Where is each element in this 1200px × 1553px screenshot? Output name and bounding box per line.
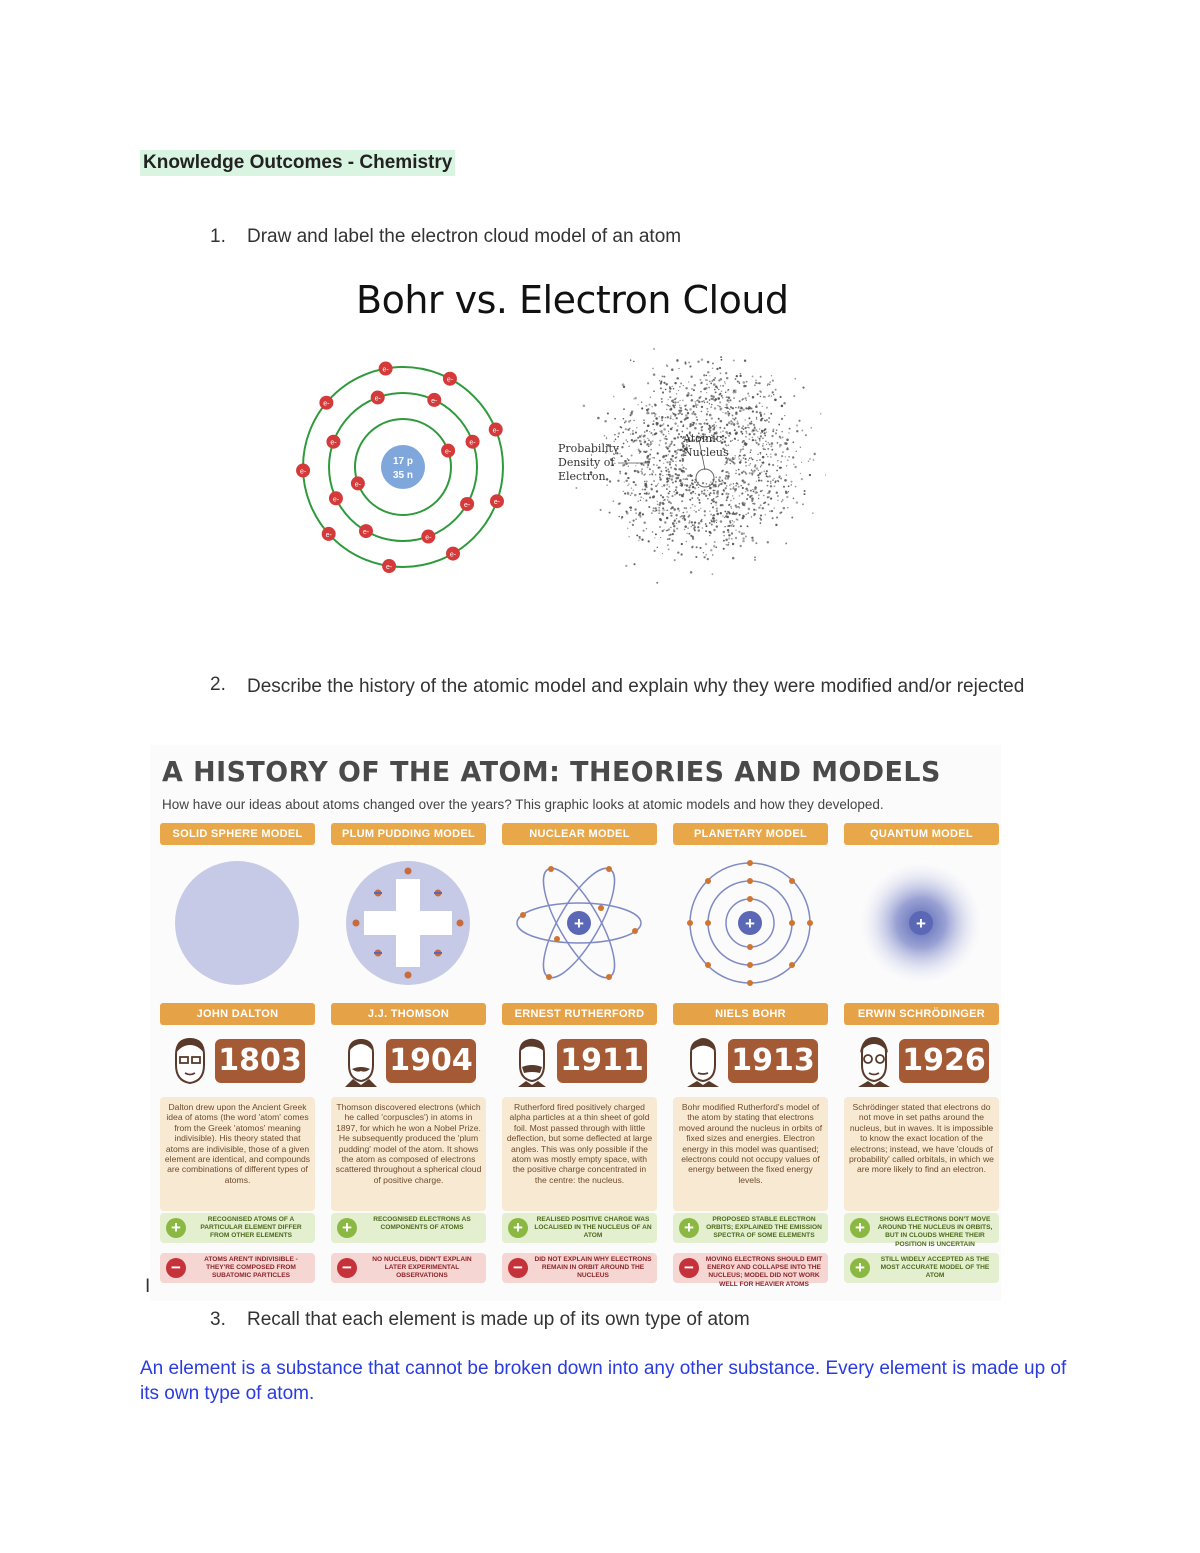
answer-text: An element is a substance that cannot be broken down into any other substance. Every element is made up of its own type of atom.	[140, 1358, 1067, 1404]
text-cursor-mark: I	[145, 1276, 151, 1297]
svg-text:e-: e-	[425, 534, 432, 542]
outcome-text: Recall that each element is made up of its own type of atom	[247, 1309, 750, 1330]
scientist-name-pill: J.J. THOMSON	[331, 1003, 486, 1025]
svg-text:e-: e-	[330, 439, 337, 447]
con-box	[331, 1253, 486, 1283]
history-of-atom-infographic	[150, 745, 1001, 1301]
pro-text: PROPOSED STABLE ELECTRON ORBITS; EXPLAINED THE EMISSION SPECTRA OF SOME ELEMENTS	[706, 1216, 822, 1240]
svg-text:e-: e-	[354, 481, 362, 489]
svg-text:35 n: 35 n	[392, 470, 414, 481]
svg-text:+: +	[745, 914, 755, 933]
year-badge: 1803	[215, 1039, 305, 1083]
outcome-text: Draw and label the electron cloud model of an atom	[247, 226, 682, 247]
model-description: Rutherford fired positively charged alpha particles at a thin sheet of gold foil. Most passed through with little deflection, but some deflected at large angles. This was only possible if the atom was mostly empty space, with the positive charge concentrated in the centre: the nucleus.	[502, 1097, 657, 1211]
pro-box-2	[844, 1253, 999, 1283]
year-badge: 1913	[728, 1039, 818, 1083]
svg-text:e-: e-	[323, 400, 330, 408]
plus-icon: +	[508, 1218, 528, 1238]
svg-text:e-: e-	[463, 502, 471, 509]
svg-text:e-: e-	[385, 564, 393, 572]
plum-pudding-model-icon	[338, 853, 478, 993]
minus-icon: −	[508, 1258, 528, 1278]
svg-text:e-: e-	[299, 468, 307, 476]
model-name-pill: QUANTUM MODEL	[844, 823, 999, 845]
svg-text:e-: e-	[493, 499, 501, 507]
svg-text:e-: e-	[325, 531, 332, 539]
pro-text: REALISED POSITIVE CHARGE WAS LOCALISED IN THE NUCLEUS OF AN ATOM	[534, 1216, 652, 1240]
plus-icon: +	[337, 1218, 357, 1238]
pro-text: SHOWS ELECTRONS DON'T MOVE AROUND THE NUCLEUS IN ORBITS, BUT IN CLOUDS WHERE THEIR POSITION IS UNCERTAIN	[877, 1216, 993, 1248]
scientist-portrait-icon	[341, 1035, 381, 1087]
scientist-name-pill: ERNEST RUTHERFORD	[502, 1003, 657, 1025]
svg-text:e-: e-	[446, 376, 454, 384]
bohr-atom	[296, 362, 504, 574]
plus-icon: +	[679, 1218, 699, 1238]
planetary-model-icon	[680, 853, 820, 993]
svg-text:+: +	[916, 914, 926, 933]
con-text: NO NUCLEUS, DIDN'T EXPLAIN LATER EXPERIMENTAL OBSERVATIONS	[372, 1256, 472, 1280]
model-name-pill: NUCLEAR MODEL	[502, 823, 657, 845]
scientist-portrait-icon	[854, 1035, 894, 1087]
pro-box	[331, 1213, 486, 1243]
pro-box	[673, 1213, 828, 1243]
year-badge: 1926	[899, 1039, 989, 1083]
pro-text: RECOGNISED ATOMS OF A PARTICULAR ELEMENT DIFFER FROM OTHER ELEMENTS	[200, 1216, 302, 1240]
pro-box	[844, 1213, 999, 1248]
model-description: Dalton drew upon the Ancient Greek idea of atoms (the word 'atom' comes from the Greek 'atomos' meaning indivisible). His theory stated that atoms are indivisible, those of a given element are identical, and compounds are combinations of different types of atoms.	[160, 1097, 315, 1211]
svg-text:e-: e-	[362, 529, 370, 537]
figure-title: Bohr vs. Electron Cloud	[356, 278, 789, 322]
pro-text: STILL WIDELY ACCEPTED AS THE MOST ACCURATE MODEL OF THE ATOM	[880, 1256, 990, 1280]
svg-text:e-: e-	[332, 496, 340, 504]
svg-text:e-: e-	[374, 395, 381, 403]
infographic-subtitle: How have our ideas about atoms changed over the years? This graphic looks at atomic models and how they developed.	[162, 797, 884, 812]
cloud-label-nucleus: Atomic Nucleus	[683, 432, 729, 459]
model-description: Schrödinger stated that electrons do not move in set paths around the nucleus, but in waves. It is impossible to know the exact location of the electrons; instead, we have 'clouds of probability' called orbitals, in which we are more likely to find an electron.	[844, 1097, 999, 1211]
scientist-portrait-icon	[683, 1035, 723, 1087]
bohr-vs-cloud-figure	[300, 270, 845, 625]
document-title: Knowledge Outcomes - Chemistry	[140, 150, 455, 176]
cloud-label-probability: Probability Density of Electron	[558, 442, 620, 483]
svg-text:e-: e-	[469, 439, 476, 447]
con-text: MOVING ELECTRONS SHOULD EMIT ENERGY AND COLLAPSE INTO THE NUCLEUS; MODEL DID NOT WORK WELL FOR HEAVIER ATOMS	[705, 1256, 823, 1288]
svg-text:+: +	[574, 914, 584, 933]
svg-text:e-: e-	[382, 366, 389, 374]
model-name-pill: SOLID SPHERE MODEL	[160, 823, 315, 845]
scientist-portrait-icon	[512, 1035, 552, 1087]
outcome-number: 2.	[210, 674, 226, 695]
svg-text:e-: e-	[431, 397, 438, 405]
scientist-portrait-icon	[170, 1035, 210, 1087]
model-name-pill: PLANETARY MODEL	[673, 823, 828, 845]
plus-icon: +	[850, 1218, 870, 1238]
outcome-item-1	[210, 226, 681, 248]
minus-icon: −	[337, 1258, 357, 1278]
model-description: Thomson discovered electrons (which he called 'corpuscles') in atoms in 1897, for which he won a Nobel Prize. He subsequently produced the 'plum pudding' model of the atom. It shows the atom as composed of electrons scattered throughout a spherical cloud of positive charge.	[331, 1097, 486, 1211]
model-column-rutherford	[502, 823, 657, 1293]
minus-icon: −	[679, 1258, 699, 1278]
outcome-number: 3.	[210, 1309, 226, 1330]
model-column-dalton	[160, 823, 315, 1293]
year-badge: 1911	[557, 1039, 647, 1083]
plus-icon: +	[166, 1218, 186, 1238]
infographic-title: A HISTORY OF THE ATOM: THEORIES AND MODELS	[162, 755, 941, 788]
svg-text:e-: e-	[444, 448, 452, 456]
con-text: ATOMS AREN'T INDIVISIBLE - THEY'RE COMPOSED FROM SUBATOMIC PARTICLES	[204, 1256, 298, 1280]
con-box	[673, 1253, 828, 1288]
scientist-name-pill: JOHN DALTON	[160, 1003, 315, 1025]
outcome-number: 1.	[210, 226, 226, 247]
pro-text: RECOGNISED ELECTRONS AS COMPONENTS OF ATOMS	[373, 1216, 471, 1232]
quantum-model-icon	[851, 853, 991, 993]
outcome-item-2	[210, 674, 1067, 699]
model-name-pill: PLUM PUDDING MODEL	[331, 823, 486, 845]
scientist-name-pill: NIELS BOHR	[673, 1003, 828, 1025]
plus-icon: +	[850, 1258, 870, 1278]
scientist-name-pill: ERWIN SCHRÖDINGER	[844, 1003, 999, 1025]
con-box	[160, 1253, 315, 1283]
year-badge: 1904	[386, 1039, 476, 1083]
minus-icon: −	[166, 1258, 186, 1278]
model-column-thomson	[331, 823, 486, 1293]
con-box	[502, 1253, 657, 1283]
pro-box	[502, 1213, 657, 1243]
pro-box	[160, 1213, 315, 1243]
model-description: Bohr modified Rutherford's model of the atom by stating that electrons moved around the nucleus in orbits of fixed sizes and energies. Electron energy in this model was quantised; electrons could not occupy values of energy between the fixed energy levels.	[673, 1097, 828, 1211]
svg-text:e-: e-	[449, 551, 457, 559]
svg-text:17 p: 17 p	[392, 456, 414, 467]
model-column-schrodinger	[844, 823, 999, 1293]
outcome-item-3	[210, 1309, 750, 1331]
nuclear-model-icon	[509, 853, 649, 993]
outcome-text: Describe the history of the atomic model and explain why they were modified and/or rejected	[247, 676, 1025, 697]
solid-sphere-model-icon	[167, 853, 307, 993]
svg-text:e-: e-	[492, 427, 499, 435]
con-text: DID NOT EXPLAIN WHY ELECTRONS REMAIN IN ORBIT AROUND THE NUCLEUS	[534, 1256, 652, 1280]
model-column-bohr	[673, 823, 828, 1293]
